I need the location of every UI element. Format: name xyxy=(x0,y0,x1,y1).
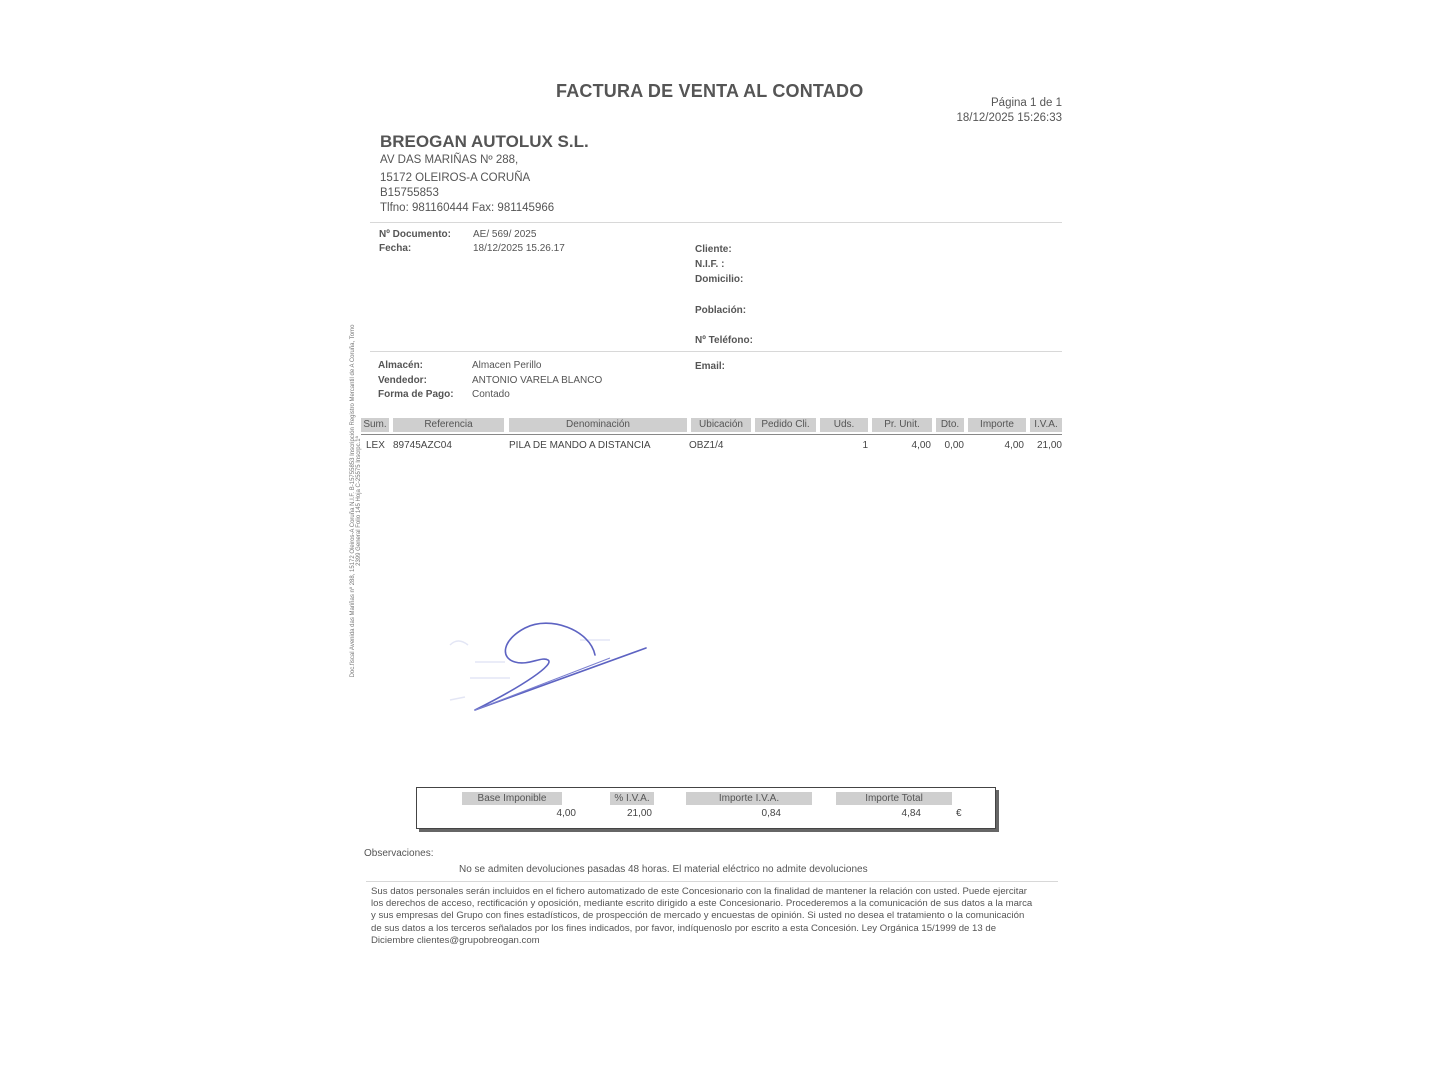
col-header-denominacion: Denominación xyxy=(509,418,687,432)
divider xyxy=(370,351,1062,352)
cell-uds: 1 xyxy=(862,440,868,451)
doc-date-label: Fecha: xyxy=(379,243,412,254)
divider xyxy=(370,222,1062,223)
almacen-label: Almacén: xyxy=(378,360,424,371)
telefono-label: Nº Teléfono: xyxy=(695,335,753,346)
cell-denominacion: PILA DE MANDO A DISTANCIA xyxy=(509,440,651,451)
vendedor-value: ANTONIO VARELA BLANCO xyxy=(472,375,603,386)
almacen-value: Almacen Perillo xyxy=(472,360,542,371)
vendedor-label: Vendedor: xyxy=(378,375,427,386)
cell-dto: 0,00 xyxy=(944,440,964,451)
pago-value: Contado xyxy=(472,389,510,400)
signature-tail xyxy=(475,658,610,710)
document-title: FACTURA DE VENTA AL CONTADO xyxy=(556,81,864,101)
totals-iva-pct-value: 21,00 xyxy=(626,808,652,819)
company-city: 15172 OLEIROS-A CORUÑA xyxy=(380,172,531,184)
col-header-importe: Importe xyxy=(968,418,1026,432)
col-header-pedido: Pedido Cli. xyxy=(755,418,816,432)
signature xyxy=(430,600,670,730)
totals-iva-amount-value: 0,84 xyxy=(761,808,781,819)
col-header-referencia: Referencia xyxy=(393,418,504,432)
totals-header-base: Base Imponible xyxy=(462,792,562,805)
totals-header-iva-amount: Importe I.V.A. xyxy=(686,792,812,805)
totals-base-value: 4,00 xyxy=(556,808,576,819)
print-datetime: 18/12/2025 15:26:33 xyxy=(956,112,1062,124)
observaciones-text: No se admiten devoluciones pasadas 48 horas. El material eléctrico no admite devoluciones xyxy=(459,864,868,875)
doc-date-value: 18/12/2025 15.26.17 xyxy=(473,243,565,254)
pago-label: Forma de Pago: xyxy=(378,389,454,400)
observaciones-label: Observaciones: xyxy=(364,848,434,859)
cell-pr-unit: 4,00 xyxy=(911,440,931,451)
domicilio-label: Domicilio: xyxy=(695,274,744,285)
cell-iva: 21,00 xyxy=(1036,440,1062,451)
doc-number-value: AE/ 569/ 2025 xyxy=(473,229,537,240)
col-header-dto: Dto. xyxy=(936,418,964,432)
col-header-ubicacion: Ubicación xyxy=(691,418,751,432)
page-info xyxy=(950,96,1062,126)
nif-label: N.I.F. : xyxy=(695,259,725,270)
table-header-rule xyxy=(361,434,1062,435)
company-cif: B15755853 xyxy=(380,187,439,199)
poblacion-label: Población: xyxy=(695,305,747,316)
totals-header-iva-pct: % I.V.A. xyxy=(610,792,654,805)
cell-sum: LEX xyxy=(366,440,385,451)
page-number: Página 1 de 1 xyxy=(991,97,1062,109)
company-address: AV DAS MARIÑAS Nº 288, xyxy=(380,154,519,166)
cell-referencia: 89745AZC04 xyxy=(393,440,452,451)
doc-number-label: Nº Documento: xyxy=(379,229,451,240)
col-header-sum: Sum. xyxy=(361,418,389,432)
signature-stroke xyxy=(475,623,646,710)
email-label: Email: xyxy=(695,361,726,372)
registry-vertical-text: Doc.fiscal Avenida das Mariñas nº 288, 15172 Oleiros-A Coruña N.I.F. B-15755853 Inscripción Registro Mercantil de A Coruña, Tomo 2399 General Folio 145 Hoja C-25575 Inscrpc.1ª xyxy=(350,324,362,678)
company-name: BREOGAN AUTOLUX S.L. xyxy=(380,132,589,151)
totals-total-value: 4,84 xyxy=(901,808,921,819)
col-header-iva: I.V.A. xyxy=(1030,418,1062,432)
col-header-pr-unit: Pr. Unit. xyxy=(872,418,932,432)
cell-ubicacion: OBZ1/4 xyxy=(689,440,724,451)
divider xyxy=(366,881,1058,882)
client-label: Cliente: xyxy=(695,244,732,255)
col-header-uds: Uds. xyxy=(820,418,868,432)
company-phone: Tlfno: 981160444 Fax: 981145966 xyxy=(380,202,555,214)
totals-header-total: Importe Total xyxy=(836,792,952,805)
cell-importe: 4,00 xyxy=(1004,440,1024,451)
currency-symbol: € xyxy=(956,808,962,819)
privacy-notice: Sus datos personales serán incluidos en el fichero automatizado de este Concesionario con la finalidad de mantener la relación con usted. Puede ejercitar los derechos de acceso, rectificación y oposición, mediante escrito dirigido a este Concesionario. Procederemos a la comunicación de sus datos a la marca y sus empresas del Grupo con fines estadísticos, de prospección de mercado y encuestas de opinión. Si usted no desea el tratamiento o la comunicación de sus datos a los terceros señalados por los fines indicados, por favor, indíquenoslo por escrito a esta Concesión. Ley Orgánica 15/1999 de 13 de Diciembre clientes@grupobreogan.com xyxy=(371,886,1033,946)
